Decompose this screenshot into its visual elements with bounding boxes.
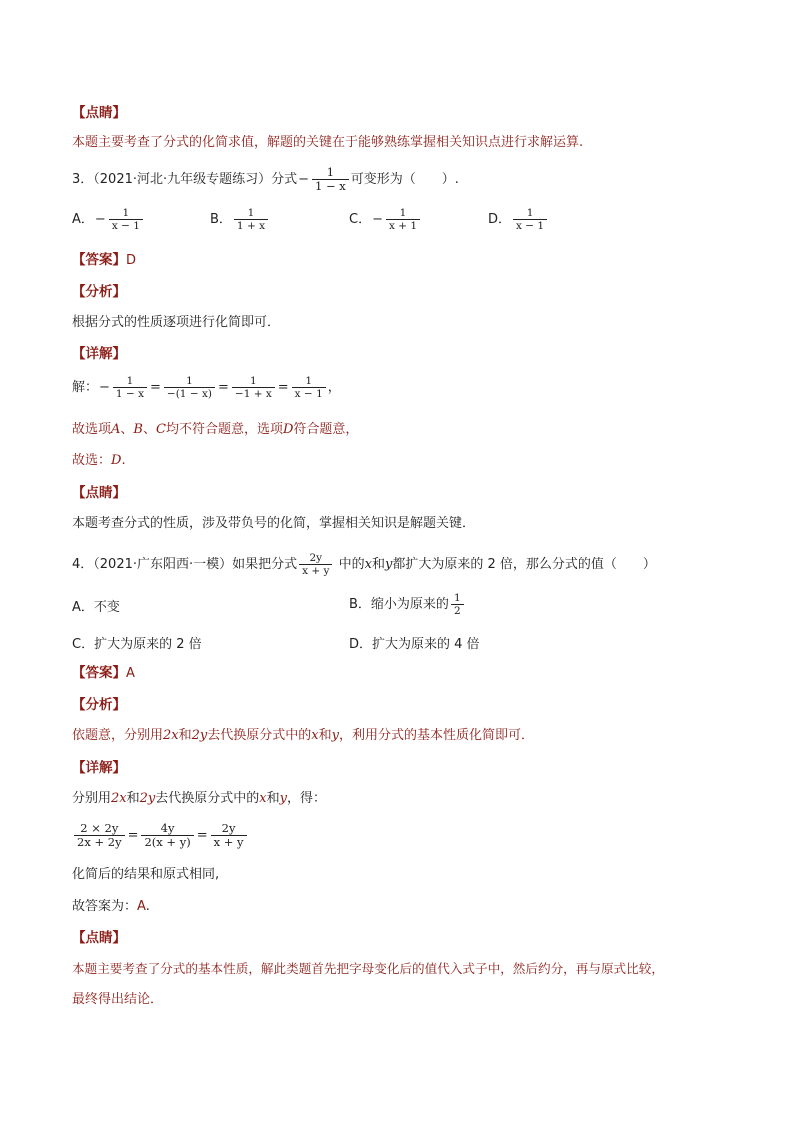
var: x bbox=[311, 728, 319, 743]
frac-num: 1 bbox=[292, 375, 326, 388]
q3-neg-sign: − bbox=[298, 172, 310, 187]
q4-analysis-text bbox=[72, 727, 534, 745]
var: x bbox=[364, 557, 372, 572]
q4-fraction bbox=[299, 552, 332, 577]
var: C bbox=[156, 422, 166, 437]
q3-detail-equation bbox=[72, 375, 341, 400]
q4-answer bbox=[72, 664, 135, 683]
q3-conclusion-2 bbox=[72, 452, 126, 470]
eq-fraction bbox=[211, 822, 247, 849]
text: 均不符合题意，选项 bbox=[165, 422, 283, 437]
q3-option-d bbox=[488, 207, 549, 232]
option-label: C． bbox=[349, 212, 372, 227]
detail-end: ， bbox=[327, 380, 341, 395]
option-label: D． bbox=[349, 637, 373, 652]
var: y bbox=[384, 557, 393, 572]
frac-num: 4y bbox=[141, 822, 193, 836]
q3-detail-heading: 【详解】 bbox=[72, 346, 126, 362]
q3-stem bbox=[72, 166, 459, 193]
q3-fraction bbox=[312, 166, 349, 193]
var: 2x bbox=[111, 791, 127, 806]
q4-option-a bbox=[72, 596, 120, 615]
eq-fraction bbox=[164, 375, 215, 400]
option-label: C． bbox=[72, 637, 95, 652]
frac-num: 1 bbox=[113, 375, 147, 388]
q3-analysis-heading: 【分析】 bbox=[72, 284, 126, 300]
q3-frac-num: 1 bbox=[312, 166, 349, 180]
option-text: 缩小为原来的 bbox=[370, 597, 449, 612]
frac-num: 2y bbox=[299, 552, 332, 565]
eq-fraction bbox=[232, 375, 275, 400]
var: 2y bbox=[139, 791, 156, 806]
option-sign: − bbox=[372, 212, 383, 227]
frac-den: 2(x + y) bbox=[144, 835, 191, 849]
text: . bbox=[145, 899, 150, 914]
frac-num: 1 bbox=[386, 207, 420, 220]
frac-den: x + y bbox=[213, 835, 244, 849]
text: 和 bbox=[371, 557, 385, 572]
option-fraction bbox=[513, 207, 547, 232]
text: . bbox=[121, 453, 126, 468]
answer-label: 【答案】 bbox=[72, 665, 126, 681]
text: 和 bbox=[266, 791, 280, 806]
answer-label: 【答案】 bbox=[72, 252, 126, 268]
option-sign: − bbox=[94, 212, 106, 227]
eq-fraction bbox=[113, 375, 147, 400]
text: 和 bbox=[126, 791, 140, 806]
equals-sign: = bbox=[217, 380, 229, 395]
answer-value: A bbox=[137, 899, 146, 914]
q4-dianjing-line-1: 本题主要考查了分式的基本性质，解此类题首先把字母变化后的值代入式子中，然后约分，再与原式比较， bbox=[72, 961, 664, 976]
q4-result-text: 化简后的结果和原式相同, bbox=[72, 867, 220, 882]
option-fraction bbox=[451, 592, 464, 617]
q3-frac-den: 1 − x bbox=[315, 179, 346, 193]
dianjing-text-prev: 本题主要考查了分式的化简求值，解题的关键在于能够熟练掌握相关知识点进行求解运算. bbox=[72, 135, 584, 150]
detail-prefix: 解： bbox=[72, 380, 99, 395]
frac-num: 1 bbox=[513, 207, 547, 220]
q4-analysis-heading: 【分析】 bbox=[72, 697, 126, 713]
q4-prefix: 4．（2021·广东阳西·一模）如果把分式 bbox=[72, 557, 298, 572]
var: B bbox=[133, 422, 143, 437]
text: 故选项 bbox=[72, 422, 112, 437]
frac-den: 2 bbox=[453, 605, 461, 617]
option-label: B． bbox=[210, 212, 232, 227]
text: 、 bbox=[120, 422, 134, 437]
eq-fraction bbox=[141, 822, 193, 849]
option-text: 扩大为原来的 4 倍 bbox=[372, 637, 480, 652]
var: A bbox=[111, 422, 121, 437]
frac-num: 1 bbox=[232, 375, 275, 388]
frac-den: −1 + x bbox=[234, 388, 272, 400]
option-fraction bbox=[386, 207, 420, 232]
frac-den: −(1 − x) bbox=[166, 388, 212, 400]
q3-conclusion-1 bbox=[72, 421, 358, 439]
frac-num: 1 bbox=[164, 375, 215, 388]
eq-fraction bbox=[74, 822, 125, 849]
text: 中的 bbox=[334, 557, 365, 572]
q4-final bbox=[72, 898, 150, 916]
dianjing-heading-prev: 【点睛】 bbox=[72, 105, 126, 121]
text: 故答案为： bbox=[72, 899, 138, 914]
q4-option-c bbox=[72, 633, 202, 652]
q3-dianjing-heading: 【点睛】 bbox=[72, 485, 126, 501]
answer-value: A bbox=[126, 666, 135, 681]
frac-den: x − 1 bbox=[294, 388, 323, 400]
q4-stem bbox=[72, 552, 656, 577]
option-fraction bbox=[234, 207, 268, 232]
q3-prefix: 3．（2021·河北·九年级专题练习）分式 bbox=[72, 172, 298, 187]
option-label: A． bbox=[72, 212, 94, 227]
frac-num: 1 bbox=[109, 207, 143, 220]
text: 都扩大为原来的 2 倍，那么分式的值（ ） bbox=[392, 557, 656, 572]
q3-option-a bbox=[72, 207, 145, 232]
var: y bbox=[331, 728, 339, 743]
equals-sign: = bbox=[196, 828, 208, 843]
q4-dianjing-heading: 【点睛】 bbox=[72, 930, 126, 946]
eq-fraction bbox=[292, 375, 326, 400]
q3-option-c bbox=[349, 207, 422, 232]
q3-analysis-text: 根据分式的性质逐项进行化简即可． bbox=[72, 315, 281, 330]
q4-detail-heading: 【详解】 bbox=[72, 760, 126, 776]
frac-num: 2y bbox=[211, 822, 247, 836]
equals-sign: = bbox=[277, 380, 289, 395]
text: 、 bbox=[142, 422, 156, 437]
equals-sign: = bbox=[150, 380, 161, 395]
var: 2x bbox=[163, 728, 179, 743]
frac-den: x − 1 bbox=[516, 220, 545, 232]
var: D bbox=[282, 422, 294, 437]
option-text: 不变 bbox=[93, 600, 120, 615]
frac-num: 2 × 2y bbox=[74, 822, 125, 836]
text: 去代换原分式中的 bbox=[207, 728, 312, 743]
frac-den: x + 1 bbox=[388, 220, 418, 232]
q3-answer bbox=[72, 251, 136, 270]
equals-sign: = bbox=[127, 828, 139, 843]
text: 符合题意， bbox=[293, 422, 359, 437]
text: 分别用 bbox=[72, 791, 112, 806]
text: 故选： bbox=[72, 453, 112, 468]
neg-sign: − bbox=[99, 380, 110, 395]
q3-option-b bbox=[210, 207, 270, 232]
text: 去代换原分式中的 bbox=[155, 791, 260, 806]
var: x bbox=[259, 791, 267, 806]
q4-option-b bbox=[349, 592, 466, 617]
frac-den: 2x + 2y bbox=[77, 835, 122, 849]
option-label: A． bbox=[72, 600, 94, 615]
q4-detail-text bbox=[72, 790, 326, 808]
q4-option-d bbox=[349, 633, 480, 652]
q3-dianjing-text: 本题考查分式的性质，涉及带负号的化简，掌握相关知识是解题关键． bbox=[72, 516, 476, 531]
var: y bbox=[279, 791, 287, 806]
frac-num: 1 bbox=[451, 592, 464, 605]
text: 依题意，分别用 bbox=[72, 728, 164, 743]
option-fraction bbox=[109, 207, 143, 232]
q3-suffix: 可变形为（ ）. bbox=[350, 172, 459, 187]
var: D bbox=[111, 453, 122, 468]
text: ，利用分式的基本性质化简即可． bbox=[339, 728, 535, 743]
frac-den: 1 − x bbox=[115, 388, 144, 400]
q4-equation bbox=[72, 822, 249, 849]
option-text: 扩大为原来的 2 倍 bbox=[94, 637, 202, 652]
answer-value: D bbox=[126, 253, 137, 268]
option-label: B． bbox=[349, 597, 371, 612]
var: 2y bbox=[191, 728, 208, 743]
frac-den: 1 + x bbox=[236, 220, 265, 232]
frac-den: x + y bbox=[302, 565, 330, 577]
frac-num: 1 bbox=[234, 207, 268, 220]
text: 和 bbox=[178, 728, 192, 743]
q4-dianjing-line-2: 最终得出结论． bbox=[72, 992, 164, 1007]
text: 和 bbox=[318, 728, 332, 743]
frac-den: x − 1 bbox=[111, 220, 140, 232]
option-label: D． bbox=[488, 212, 512, 227]
text: ，得： bbox=[287, 791, 327, 806]
